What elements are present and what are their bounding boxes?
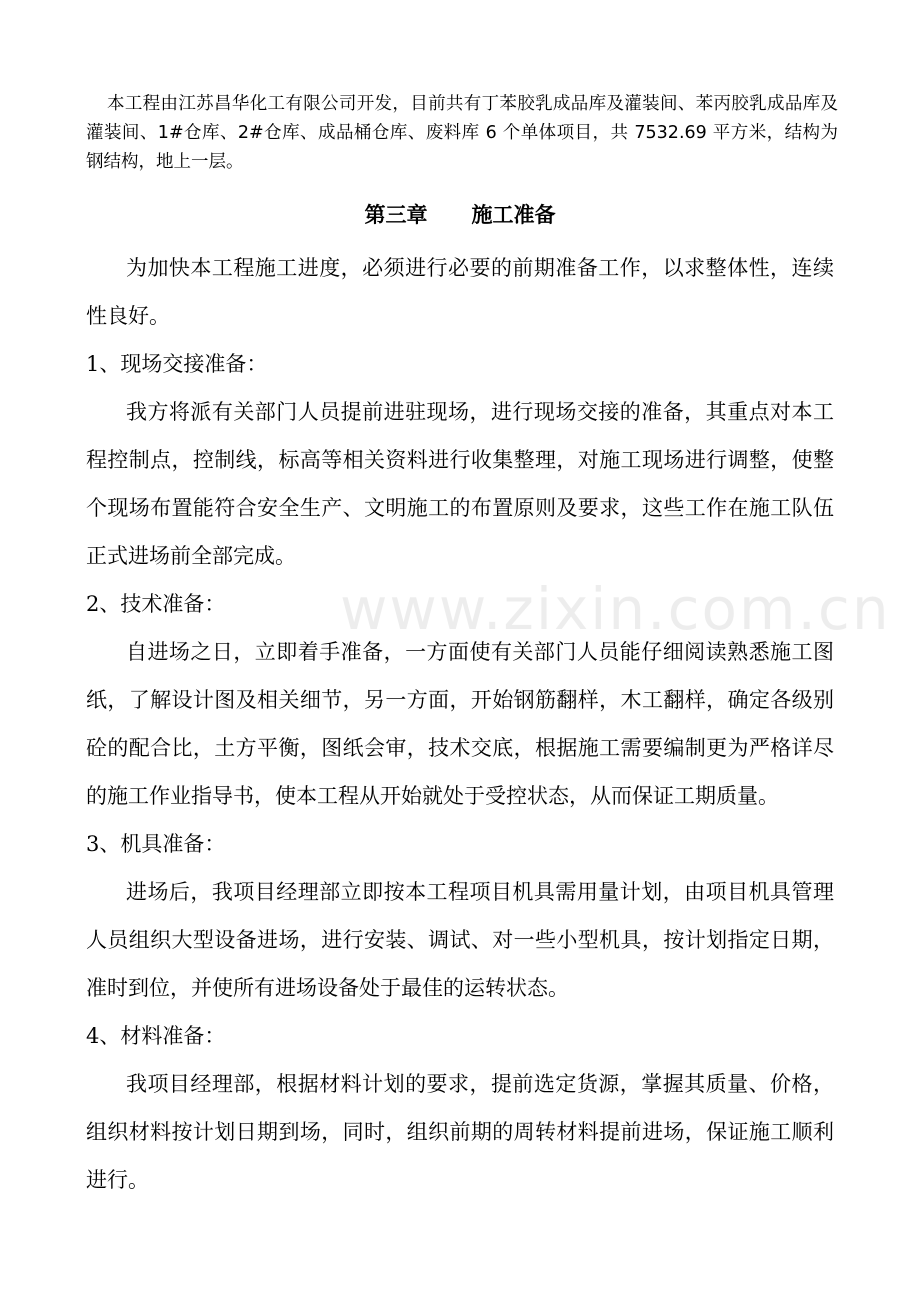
chapter-body <box>86 244 834 1204</box>
section-heading-technical: 2、技术准备： <box>86 592 226 616</box>
intro-paragraph: 本工程由江苏昌华化工有限公司开发，目前共有丁苯胶乳成品库及灌装间、苯丙胶乳成品库及灌装间、1#仓库、2#仓库、成品桶仓库、废料库 6 个单体项目，共 7532.69 平方米，结构为钢结构，地上一层。 <box>86 94 838 172</box>
chapter-heading <box>0 197 920 233</box>
section-heading-site-handover: 1、现场交接准备： <box>86 352 268 376</box>
section-heading-equipment: 3、机具准备： <box>86 832 226 856</box>
section-text-materials: 我项目经理部，根据材料计划的要求，提前选定货源，掌握其质量、价格，组织材料按计划日期到场，同时，组织前期的周转材料提前进场，保证施工顺利进行。 <box>86 1072 834 1192</box>
watermark: www.zixin.com.cn <box>340 575 891 643</box>
section-text-technical: 自进场之日，立即着手准备，一方面使有关部门人员能仔细阅读熟悉施工图纸，了解设计图及相关细节，另一方面，开始钢筋翻样，木工翻样，确定各级别砼的配合比，土方平衡，图纸会审，技术交底，根据施工需要编制更为严格详尽的施工作业指导书，使本工程从开始就处于受控状态，从而保证工期质量。 <box>86 640 834 808</box>
section-heading-materials: 4、材料准备： <box>86 1024 226 1048</box>
chapter-title: 施工准备 <box>471 203 556 227</box>
chapter-number: 第三章 <box>364 203 428 227</box>
opening-paragraph: 为加快本工程施工进度，必须进行必要的前期准备工作，以求整体性，连续性良好。 <box>86 256 834 328</box>
section-text-equipment: 进场后，我项目经理部立即按本工程项目机具需用量计划，由项目机具管理人员组织大型设备进场，进行安装、调试、对一些小型机具，按计划指定日期，准时到位，并使所有进场设备处于最佳的运转状态。 <box>86 880 834 1000</box>
section-text-site-handover: 我方将派有关部门人员提前进驻现场，进行现场交接的准备，其重点对本工程控制点，控制线，标高等相关资料进行收集整理，对施工现场进行调整，使整个现场布置能符合安全生产、文明施工的布置原则及要求，这些工作在施工队伍正式进场前全部完成。 <box>86 400 834 568</box>
